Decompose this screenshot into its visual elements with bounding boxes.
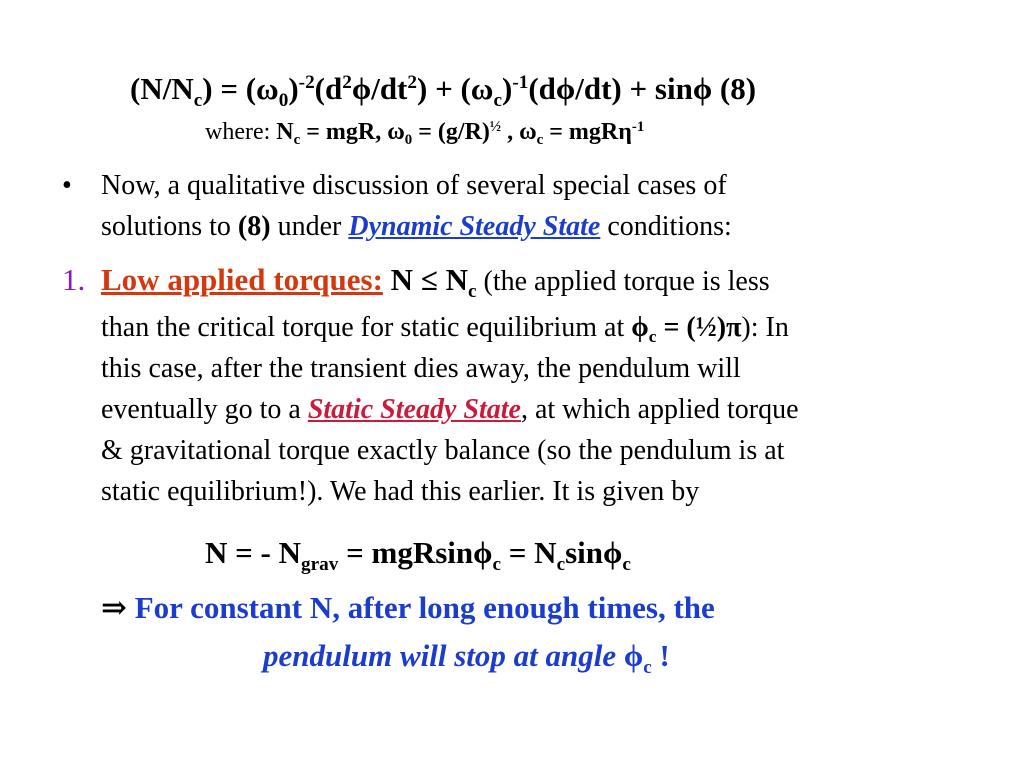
eq8-text: (d — [314, 71, 343, 106]
section-condition-sub: c — [467, 280, 477, 302]
eq8-sub-0: 0 — [278, 89, 289, 111]
where-text: N — [276, 119, 294, 145]
section-heading: Low applied torques: — [101, 262, 383, 297]
eq8-text: (dϕ/dt) + sinϕ (8) — [528, 71, 757, 106]
eqn-sub: c — [622, 553, 631, 575]
where-exponent: ½ — [489, 118, 502, 135]
eq8-sub-c: c — [193, 89, 203, 111]
section-heading-line — [101, 262, 770, 302]
bullet-line-2 — [101, 213, 732, 241]
eq8-text: ) = (ω — [202, 71, 279, 106]
eq8-text: ϕ/dt — [351, 71, 408, 106]
eq8-exponent: -1 — [512, 72, 529, 94]
section-line-6: static equilibrium!). We had this earlier. It is given by — [101, 476, 700, 507]
section-text: ): In — [741, 312, 789, 343]
section-text: than the critical torque for static equilibrium at — [101, 312, 632, 343]
section-line-5: & gravitational torque exactly balance (so the pendulum is at — [101, 435, 785, 466]
eq-ref-8: (8) — [237, 211, 271, 242]
bullet-text: under — [270, 211, 349, 242]
section-text: , at which applied torque — [520, 394, 799, 425]
eqn-sub: c — [492, 553, 502, 575]
static-steady-state-link[interactable]: Static Steady State — [307, 394, 521, 425]
eqn-sub: c — [556, 553, 566, 575]
eq8-exponent: 2 — [342, 72, 352, 94]
conclusion-text: For constant N, after long enough times, the — [126, 590, 715, 625]
where-text: = mgR, ω — [300, 119, 405, 145]
section-condition: N ≤ N — [382, 262, 468, 297]
eq8-sub-c: c — [493, 89, 503, 111]
eq8-text: ) + (ω — [417, 71, 494, 106]
eqn-sub-grav: grav — [301, 553, 339, 575]
eqn-text: = N — [501, 535, 557, 570]
where-sub: 0 — [404, 132, 413, 149]
section-text: eventually go to a — [101, 394, 308, 425]
where-sub: c — [293, 132, 301, 149]
where-sub: c — [536, 132, 544, 149]
eq8-exponent: -2 — [298, 72, 315, 94]
bullet-line-1: Now, a qualitative discussion of several special cases of — [101, 170, 727, 201]
eqn-text: = mgRsinϕ — [338, 535, 493, 570]
conclusion-bang: ! — [651, 638, 670, 673]
conclusion-line-1 — [101, 592, 715, 623]
equation-8 — [130, 71, 757, 111]
equation-n — [205, 535, 631, 575]
eq8-lhs: (N/N — [130, 71, 194, 106]
phi-symbol: ϕ — [631, 312, 649, 343]
where-text: = mgRη — [543, 119, 632, 145]
eq8-exponent: 2 — [407, 72, 417, 94]
where-exponent: -1 — [631, 118, 645, 135]
eqn-text: N = - N — [205, 535, 302, 570]
where-line — [205, 118, 645, 149]
where-text: , ω — [501, 119, 537, 145]
section-line-2 — [101, 312, 789, 347]
eq8-text: ) — [288, 71, 299, 106]
phi-sub: c — [648, 327, 657, 347]
bullet-text: solutions to — [101, 211, 238, 242]
where-text: = (g/R) — [412, 119, 490, 145]
section-number: 1. — [62, 262, 86, 297]
dynamic-steady-state-link[interactable]: Dynamic Steady State — [348, 211, 601, 242]
bullet-dot: • — [62, 170, 72, 201]
where-prefix: where: — [205, 119, 277, 145]
implies-arrow-icon: ⇒ — [101, 590, 127, 625]
section-text: = (½)π — [656, 312, 742, 343]
conclusion-line-2 — [263, 638, 670, 678]
section-line-4 — [101, 396, 799, 424]
eq8-text: ) — [502, 71, 513, 106]
phi-symbol: ϕ — [623, 638, 644, 673]
bullet-text: conditions: — [600, 211, 732, 242]
phi-sub: c — [643, 656, 652, 678]
section-line-1-rest: (the applied torque is less — [476, 266, 770, 297]
conclusion-text: pendulum will stop at angle — [263, 638, 624, 673]
eqn-text: sinϕ — [565, 535, 623, 570]
section-line-3: this case, after the transient dies away, the pendulum will — [101, 353, 741, 384]
